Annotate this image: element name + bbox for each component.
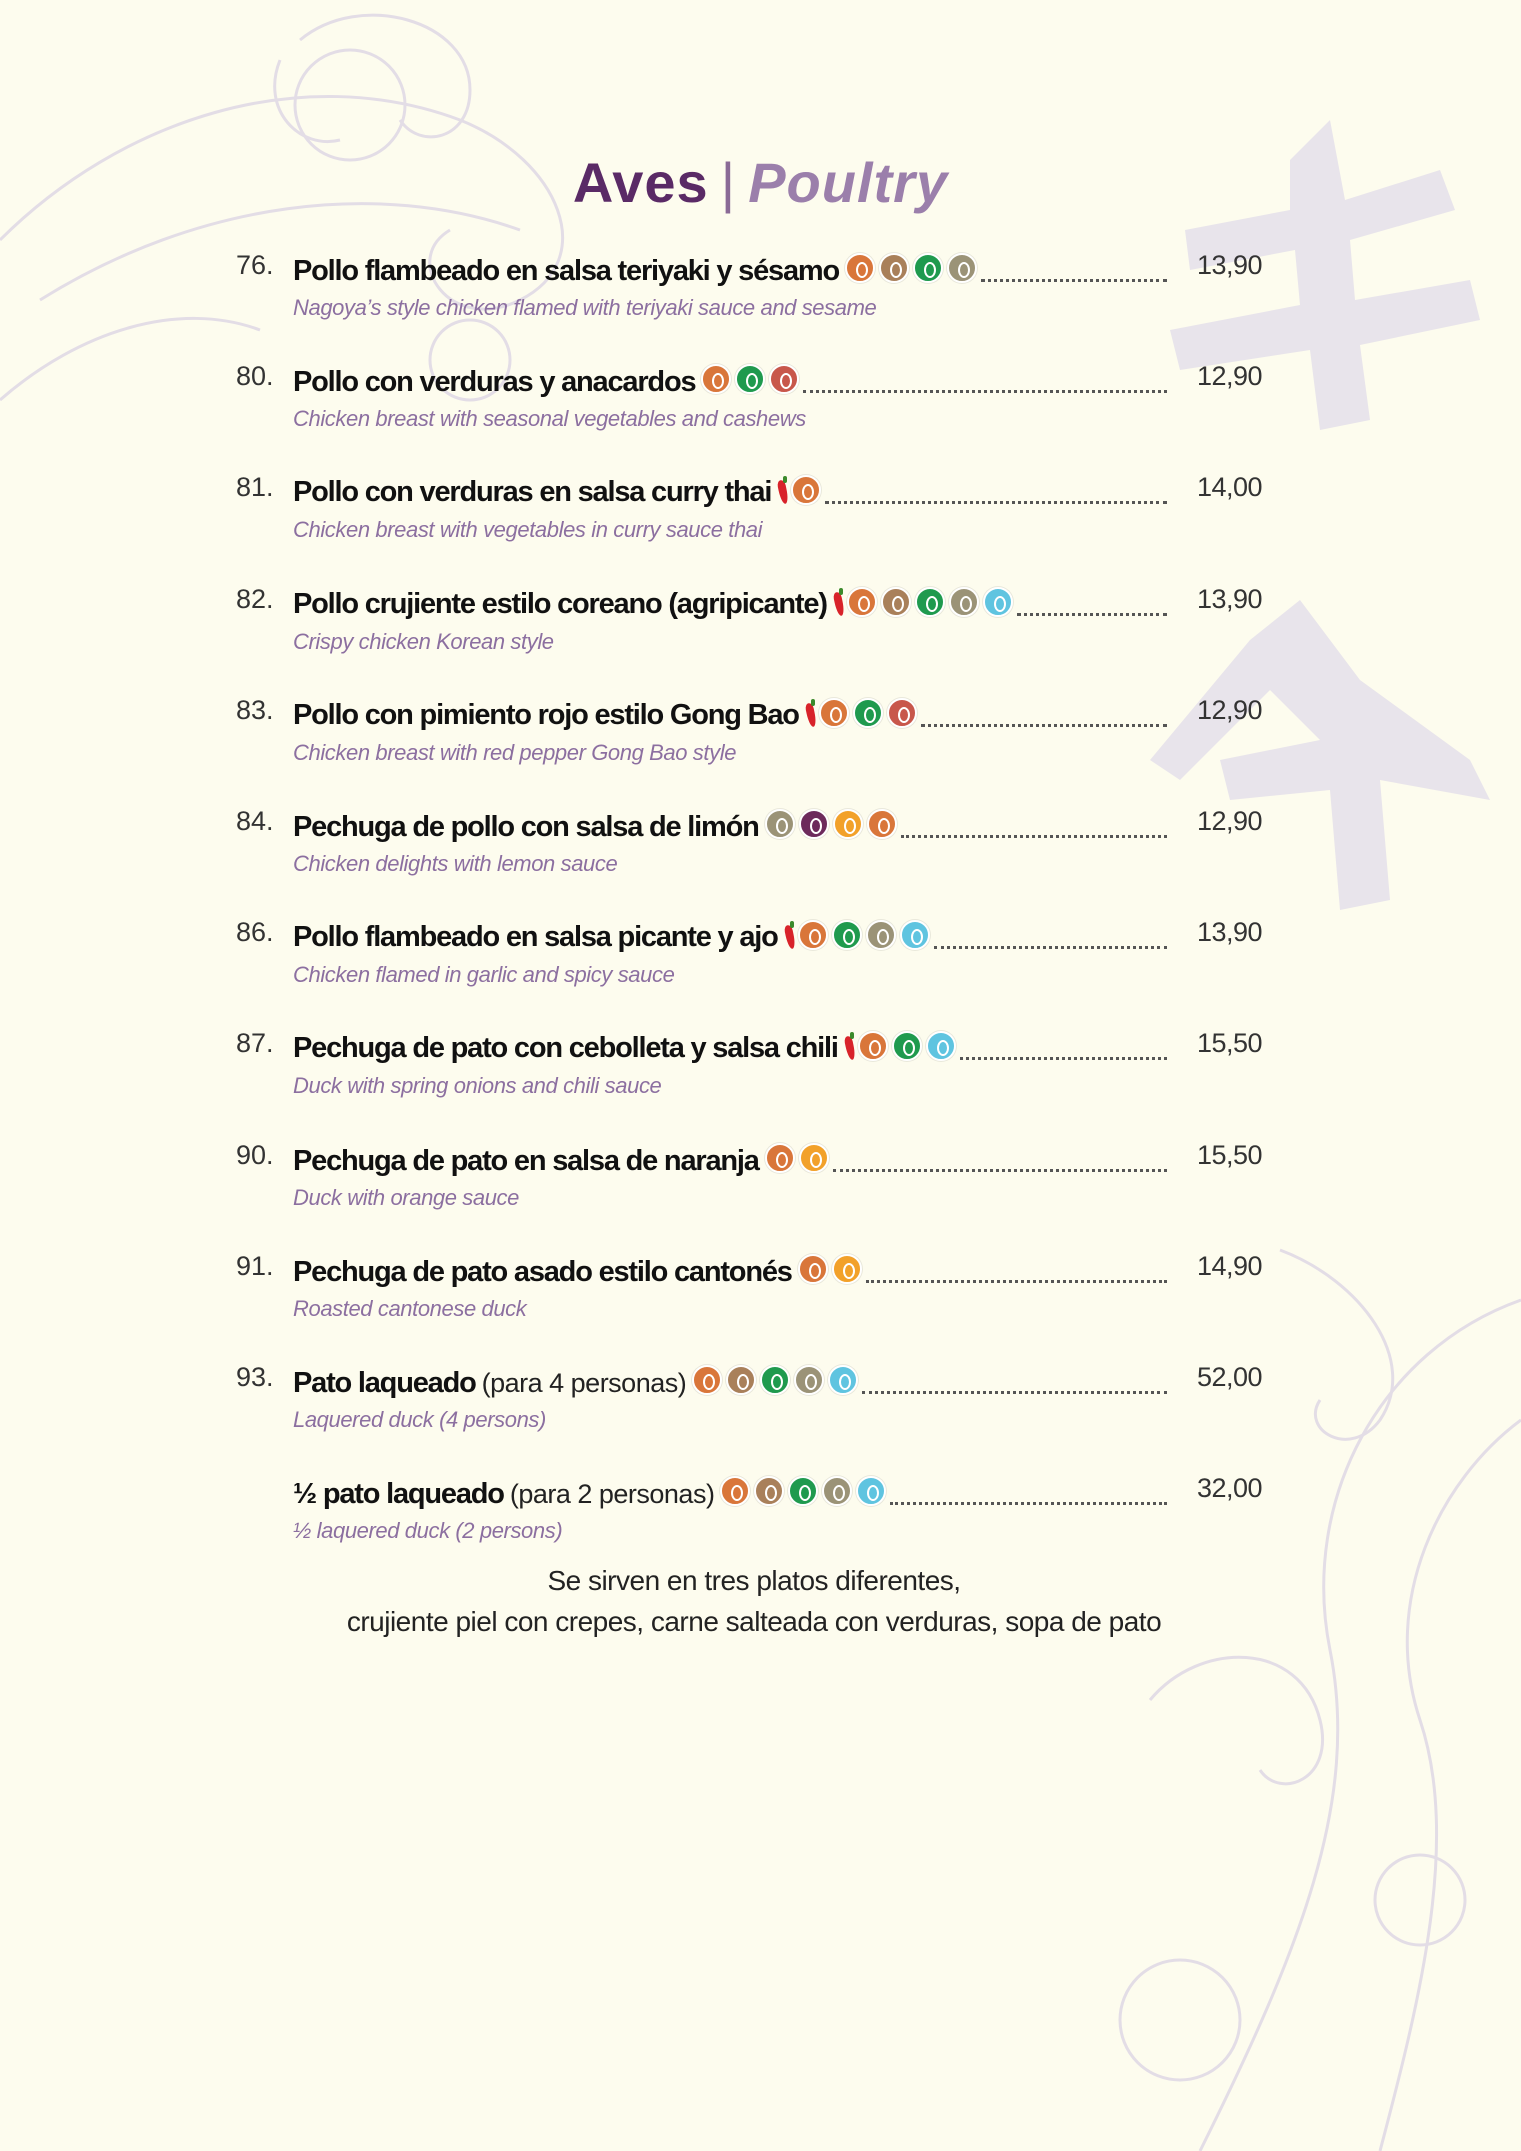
item-price: 14,00 [1197, 472, 1263, 503]
item-number: 93. [236, 1362, 274, 1392]
menu-item [0, 361, 1521, 451]
menu-item [0, 1473, 1521, 1563]
allergen-icons [720, 1476, 886, 1506]
allergen-celery-icon [915, 587, 945, 617]
allergen-wheat-icon [692, 1365, 722, 1395]
title-english: Poultry [748, 151, 949, 214]
dot-leader [901, 835, 1167, 838]
footnote-line-2: crujiente piel con crepes, carne salteada con verduras, sopa de pato [346, 1606, 1162, 1637]
item-description: Chicken flamed in garlic and spicy sauce [293, 962, 675, 988]
item-price: 13,90 [1197, 917, 1263, 948]
allergen-celery-icon [913, 253, 943, 283]
dot-leader [921, 724, 1167, 727]
item-name: Pollo flambeado en salsa teriyaki y sésamo [293, 255, 839, 287]
item-price: 15,50 [1197, 1028, 1263, 1059]
menu-item [0, 1362, 1521, 1452]
item-description: Chicken delights with lemon sauce [293, 851, 618, 876]
title-spanish: Aves [572, 151, 709, 214]
item-price: 12,90 [1197, 361, 1263, 392]
allergen-celery-icon [832, 920, 862, 950]
footnote-line-1: Se sirven en tres platos diferentes, [547, 1565, 961, 1596]
item-name: Pollo con pimiento rojo estilo Gong Bao [293, 698, 799, 731]
allergen-shellfish-icon [856, 1476, 886, 1506]
allergen-citrus-icon [833, 809, 863, 839]
item-portion: (para 2 personas) [509, 1479, 715, 1510]
item-number: 81. [236, 472, 274, 503]
item-description: Duck with spring onions and chili sauce [293, 1073, 662, 1099]
item-price: 52,00 [1197, 1362, 1263, 1392]
allergen-citrus-icon [799, 1143, 829, 1173]
allergen-egg-icon [754, 1476, 784, 1506]
item-line [293, 1362, 1167, 1402]
item-name: ½ pato laqueado [293, 1478, 504, 1511]
item-name: Pollo crujiente estilo coreano (agripicante) [293, 587, 827, 620]
allergen-soy-icon [866, 920, 896, 950]
dot-leader [934, 946, 1167, 949]
item-name: Pollo flambeado en salsa picante y ajo [293, 921, 778, 954]
allergen-wheat-icon [791, 475, 821, 505]
chili-icon [784, 921, 794, 949]
item-name: Pollo con verduras en salsa curry thai [293, 476, 772, 509]
chili-icon [777, 476, 787, 504]
allergen-citrus-icon [832, 1254, 862, 1284]
allergen-egg-icon [879, 253, 909, 283]
chili-icon [805, 699, 815, 727]
chili-icon [833, 588, 843, 616]
allergen-wheat-icon [858, 1031, 888, 1061]
item-portion: (para 4 personas) [481, 1368, 687, 1398]
item-number: 76. [236, 250, 274, 280]
item-price: 13,90 [1197, 583, 1263, 614]
allergen-wheat-icon [765, 1143, 795, 1173]
item-line [293, 584, 1167, 624]
allergen-icons [845, 253, 977, 283]
allergen-icons [798, 1254, 862, 1284]
dot-leader [890, 1502, 1167, 1505]
item-line [293, 695, 1167, 735]
allergen-egg-icon [726, 1365, 756, 1395]
item-number: 84. [236, 806, 274, 836]
item-description: Duck with orange sauce [293, 1184, 519, 1210]
allergen-shellfish-icon [926, 1031, 956, 1061]
allergen-shellfish-icon [828, 1365, 858, 1395]
allergen-nuts-icon [769, 364, 799, 394]
allergen-shellfish-icon [900, 920, 930, 950]
item-number: 87. [236, 1028, 274, 1059]
item-description: Chicken breast with red pepper Gong Bao style [293, 739, 737, 765]
item-price: 32,00 [1197, 1473, 1263, 1504]
allergen-icons [765, 1143, 829, 1173]
dot-leader [1017, 613, 1167, 616]
allergen-wheat-icon [819, 698, 849, 728]
item-description: Laquered duck (4 persons) [293, 1407, 546, 1432]
allergen-wheat-icon [798, 1254, 828, 1284]
item-description: Nagoya’s style chicken flamed with teriyaki sauce and sesame [293, 295, 877, 320]
item-name: Pechuga de pato con cebolleta y salsa chili [293, 1032, 838, 1065]
allergen-icons [784, 920, 930, 950]
footnote [0, 1560, 1521, 1642]
item-number: 90. [236, 1139, 274, 1170]
item-number: 82. [236, 583, 274, 614]
allergen-soy-icon [765, 809, 795, 839]
dot-leader [981, 279, 1167, 282]
menu-item [0, 695, 1521, 785]
allergen-celery-icon [853, 698, 883, 728]
dot-leader [825, 501, 1167, 504]
item-line [293, 806, 1167, 846]
allergen-soy-icon [794, 1365, 824, 1395]
item-number: 80. [236, 361, 274, 392]
allergen-shellfish-icon [983, 587, 1013, 617]
menu-item [0, 250, 1521, 340]
item-line [293, 1140, 1167, 1180]
allergen-mustard-icon [799, 809, 829, 839]
menu-item [0, 584, 1521, 674]
allergen-wheat-icon [845, 253, 875, 283]
chili-icon [844, 1032, 854, 1060]
item-price: 14,90 [1197, 1250, 1263, 1281]
dot-leader [960, 1057, 1167, 1060]
allergen-icons [844, 1031, 956, 1061]
item-line [293, 361, 1167, 401]
item-description: ½ laquered duck (2 persons) [293, 1518, 563, 1544]
item-price: 12,90 [1197, 694, 1263, 725]
item-price: 12,90 [1197, 806, 1263, 836]
allergen-wheat-icon [701, 364, 731, 394]
menu-item [0, 1140, 1521, 1230]
item-number: 86. [236, 917, 274, 948]
allergen-wheat-icon [847, 587, 877, 617]
item-name: Pechuga de pollo con salsa de limón [293, 811, 759, 843]
item-name: Pato laqueado [293, 1367, 476, 1399]
item-price: 15,50 [1197, 1139, 1263, 1170]
allergen-wheat-icon [867, 809, 897, 839]
dot-leader [833, 1169, 1167, 1172]
menu-item [0, 1028, 1521, 1118]
item-name: Pechuga de pato asado estilo cantonés [293, 1255, 792, 1288]
allergen-icons [833, 587, 1013, 617]
item-price: 13,90 [1197, 250, 1263, 280]
allergen-icons [692, 1365, 858, 1395]
allergen-icons [701, 364, 799, 394]
allergen-celery-icon [735, 364, 765, 394]
item-description: Roasted cantonese duck [293, 1295, 527, 1321]
item-description: Crispy chicken Korean style [293, 628, 554, 654]
item-line [293, 472, 1167, 512]
allergen-wheat-icon [798, 920, 828, 950]
allergen-icons [777, 475, 821, 505]
allergen-soy-icon [822, 1476, 852, 1506]
item-line [293, 1251, 1167, 1291]
item-description: Chicken breast with seasonal vegetables and cashews [293, 406, 806, 432]
allergen-celery-icon [788, 1476, 818, 1506]
item-number: 83. [236, 694, 274, 725]
item-line [293, 1473, 1167, 1513]
allergen-egg-icon [881, 587, 911, 617]
allergen-icons [805, 698, 917, 728]
allergen-nuts-icon [887, 698, 917, 728]
dot-leader [866, 1280, 1167, 1283]
title-separator: | [720, 151, 737, 214]
dot-leader [862, 1391, 1167, 1394]
item-name: Pollo con verduras y anacardos [293, 366, 696, 399]
item-line [293, 917, 1167, 957]
allergen-wheat-icon [720, 1476, 750, 1506]
item-number: 91. [236, 1250, 274, 1281]
allergen-celery-icon [760, 1365, 790, 1395]
dot-leader [803, 390, 1167, 393]
item-name: Pechuga de pato en salsa de naranja [293, 1144, 759, 1177]
item-description: Chicken breast with vegetables in curry sauce thai [293, 517, 763, 543]
allergen-icons [765, 809, 897, 839]
item-line [293, 250, 1167, 290]
menu-item [0, 917, 1521, 1007]
allergen-soy-icon [947, 253, 977, 283]
item-line [293, 1028, 1167, 1068]
menu-item [0, 472, 1521, 562]
allergen-celery-icon [892, 1031, 922, 1061]
allergen-soy-icon [949, 587, 979, 617]
menu-item [0, 1251, 1521, 1341]
menu-item [0, 806, 1521, 896]
